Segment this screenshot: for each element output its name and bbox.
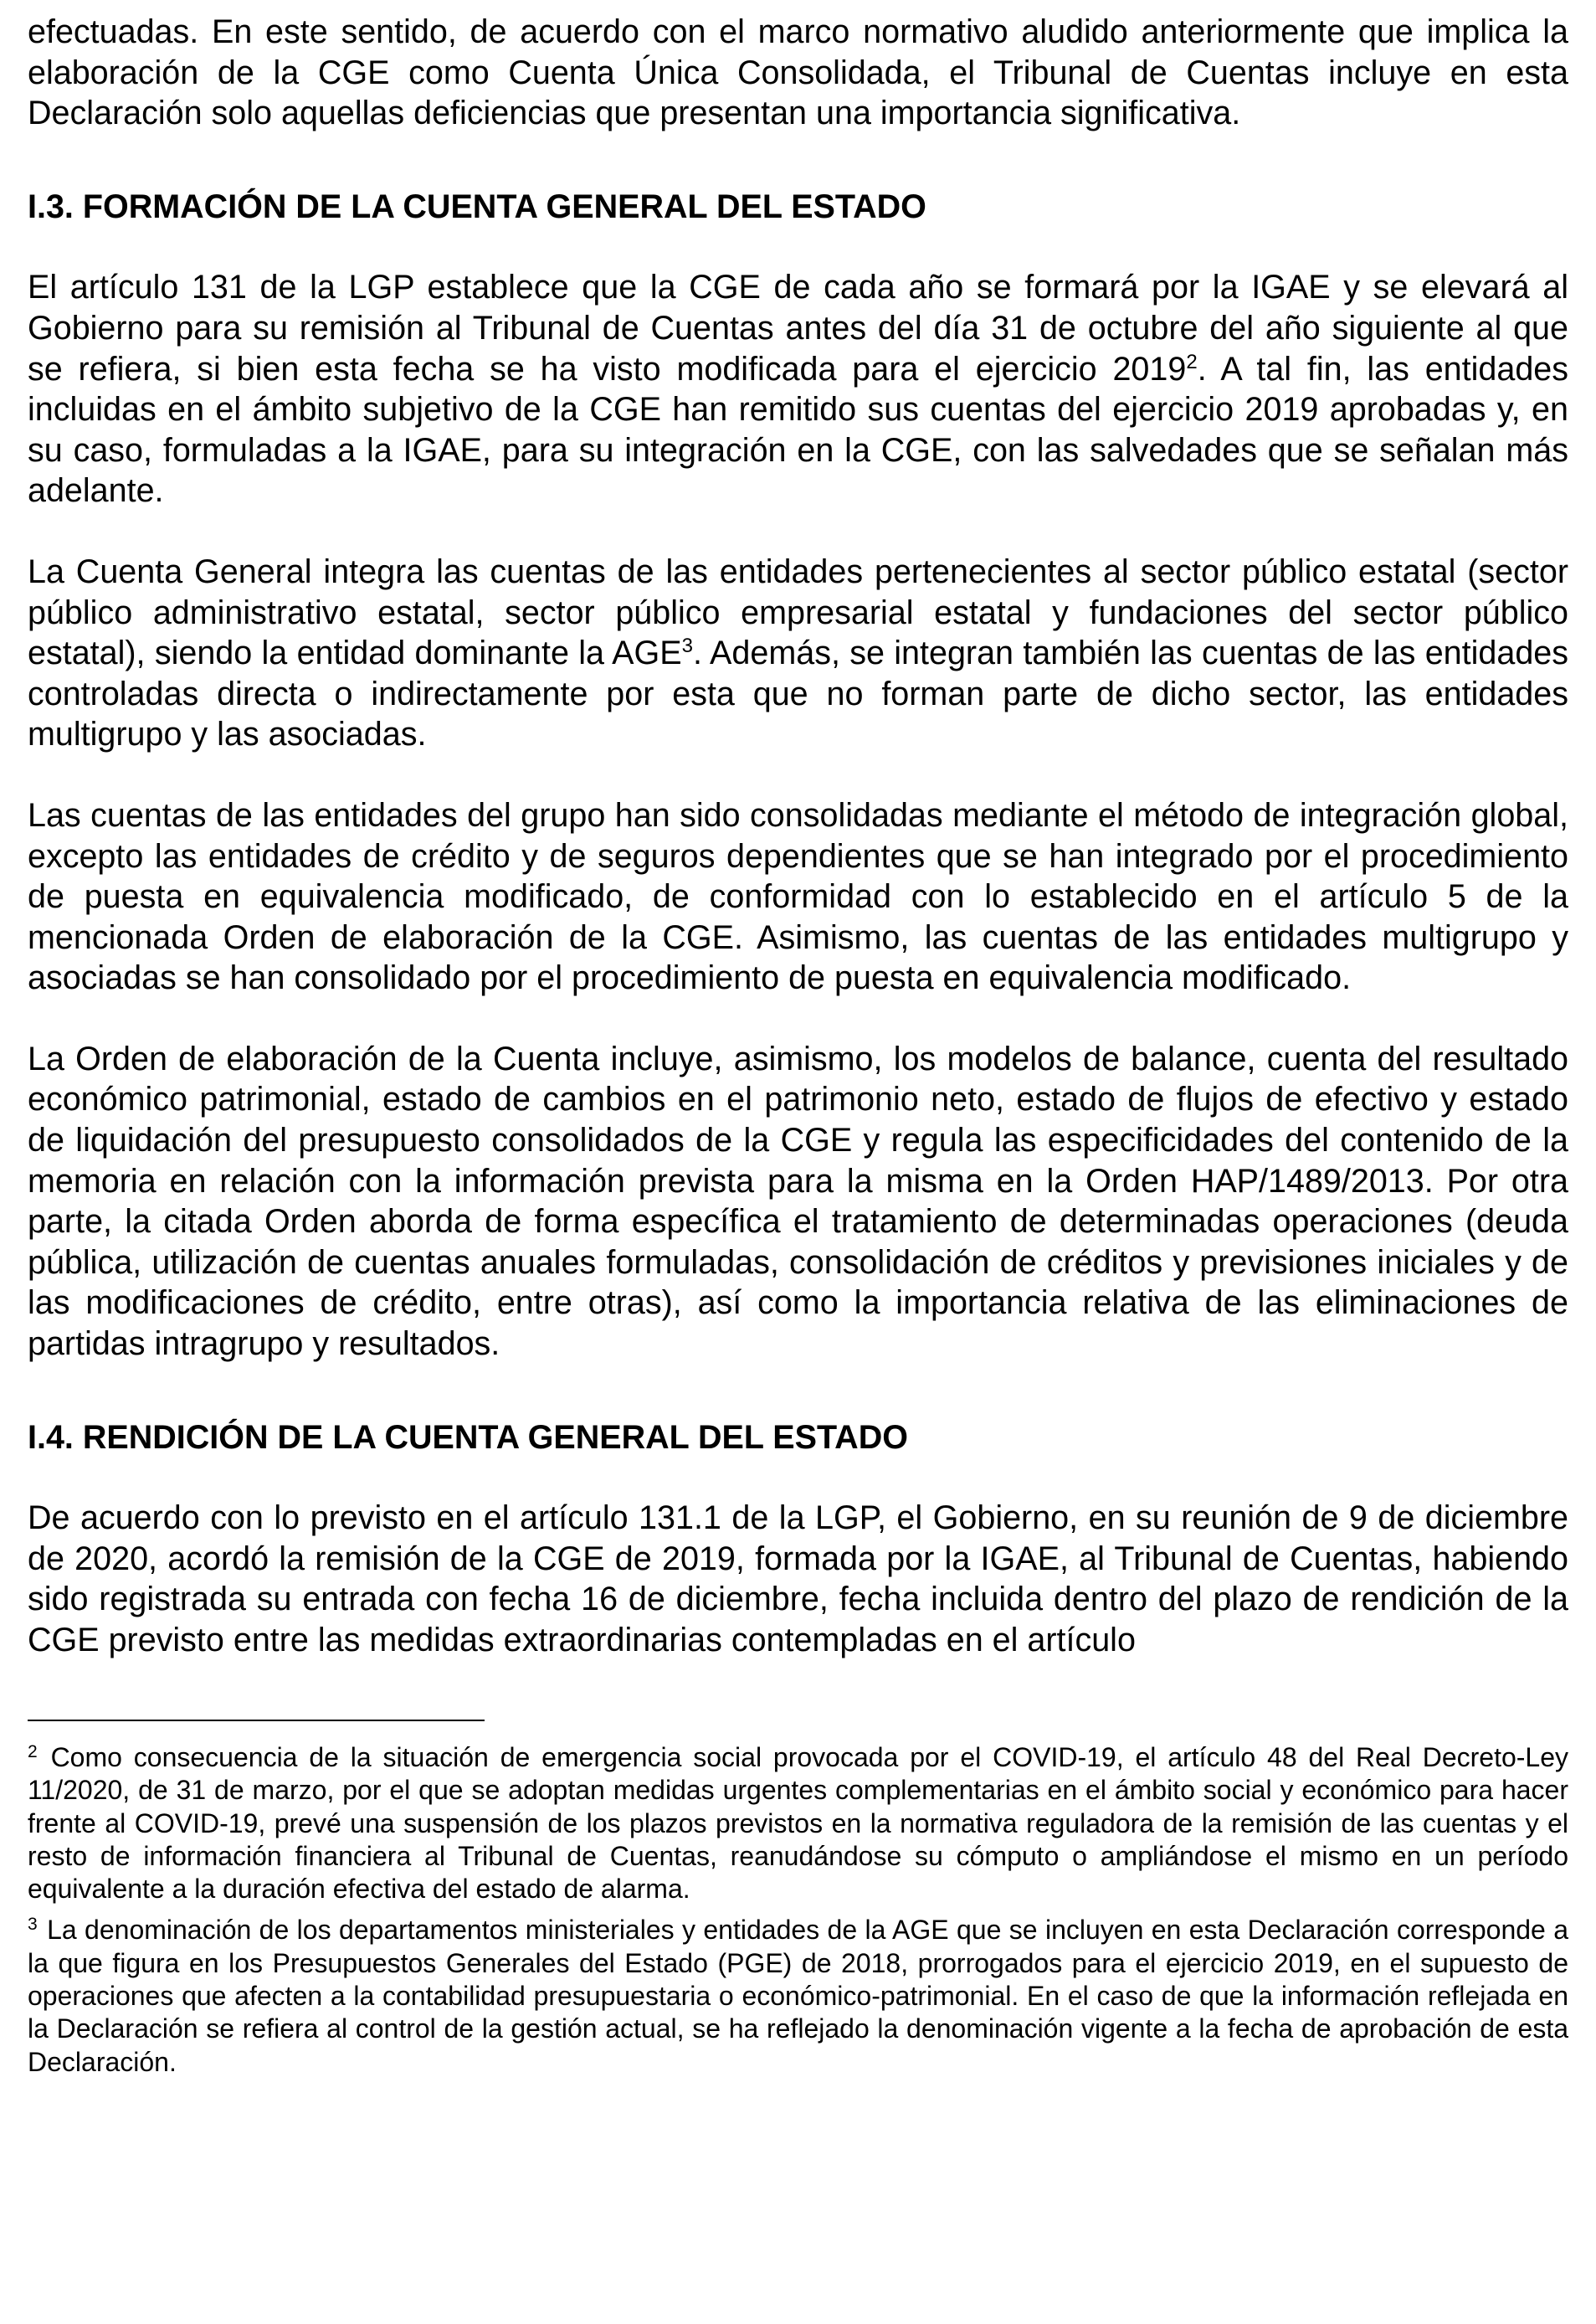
footnote-2 [28,1741,1568,1905]
footnotes [28,1720,1568,2079]
paragraph-formacion-1 [28,267,1568,512]
section-heading-formacion: I.3. FORMACIÓN DE LA CUENTA GENERAL DEL ESTADO [28,188,926,225]
paragraph-formacion-4: La Orden de elaboración de la Cuenta incluye, asimismo, los modelos de balance, cuenta del resultado económico patrimonial, estado de cambios en el patrimonio neto, estado de flujos de efectivo y estado de liquidación del presupuesto consolidados de la CGE y regula las especificidades del contenido de la memoria en relación con la información prevista para la misma en la Orden HAP/1489/2013. Por otra parte, la citada Orden aborda de forma específica el tratamiento de determinadas operaciones (deuda pública, utilización de cuentas anuales formuladas, consolidación de créditos y previsiones iniciales y de las modificaciones de crédito, entre otras), así como la importancia relativa de las eliminaciones de partidas intragrupo y resultados. [28,1040,1568,1363]
document-body [28,12,1568,1661]
footnote-3 [28,1914,1568,2078]
paragraph-text: La Cuenta General integra las cuentas de las entidades pertenecientes al sector público estatal (sector público administrativo estatal, sector público empresarial estatal y fundaciones del sector público estatal), siendo la entidad dominante la AGE [28,553,1568,672]
section-heading-rendicion: I.4. RENDICIÓN DE LA CUENTA GENERAL DEL ESTADO [28,1418,908,1456]
paragraph-text: . A tal fin, las entidades incluidas en el ámbito subjetivo de la CGE han remitido sus cuentas del ejercicio 2019 aprobadas y, en su caso, formuladas a la IGAE, para su integración en la CGE, con las salvedades que se señalan más adelante. [28,350,1569,510]
paragraph-text: . Además, se integran también las cuentas de las entidades controladas directa o indirectamente por esta que no forman parte de dicho sector, las entidades multigrupo y las asociadas. [28,635,1569,753]
intro-paragraph: efectuadas. En este sentido, de acuerdo con el marco normativo aludido anteriormente que implica la elaboración de la CGE como Cuenta Única Consolidada, el Tribunal de Cuentas incluye en esta Declaración solo aquellas deficiencias que presentan una importancia significativa. [28,13,1568,132]
footnote-number: 3 [28,1915,38,1935]
paragraph-text: El artículo 131 de la LGP establece que la CGE de cada año se formará por la IGAE y se elevará al Gobierno para su remisión al Tribunal de Cuentas antes del día 31 de octubre del año siguiente al que se refiera, si bien esta fecha se ha visto modificada para el ejercicio 2019 [28,269,1568,388]
footnote-text: La denominación de los departamentos ministeriales y entidades de la AGE que se incluyen en esta Declaración corresponde a la que figura en los Presupuestos Generales del Estado (PGE) de 2018, prorrogados para el ejercicio 2019, en el supuesto de operaciones que afecten a la contabilidad presupuestaria o económico-patrimonial. En el caso de que la información reflejada en la Declaración se refiera al control de la gestión actual, se ha reflejado la denominación vigente a la fecha de aprobación de esta Declaración. [28,1915,1569,2077]
footnote-number: 2 [28,1742,38,1761]
footnote-text: Como consecuencia de la situación de emergencia social provocada por el COVID-19, el artículo 48 del Real Decreto-Ley 11/2020, de 31 de marzo, por el que se adoptan medidas urgentes complementarias en el ámbito social y económico para hacer frente al COVID-19, prevé una suspensión de los plazos previstos en la normativa reguladora de la remisión de las cuentas y el resto de información financiera al Tribunal de Cuentas, reanudándose su cómputo o ampliándose el mismo en un período equivalente a la duración efectiva del estado de alarma. [28,1742,1569,1905]
footnote-separator [28,1720,485,1721]
footnote-ref-3[interactable]: 3 [681,635,693,658]
paragraph-formacion-3: Las cuentas de las entidades del grupo han sido consolidadas mediante el método de integración global, excepto las entidades de crédito y de seguros dependientes que se han integrado por el procedimiento de puesta en equivalencia modificado, de conformidad con lo establecido en el artículo 5 de la mencionada Orden de elaboración de la CGE. Asimismo, las cuentas de las entidades multigrupo y asociadas se han consolidado por el procedimiento de puesta en equivalencia modificado. [28,796,1568,997]
paragraph-rendicion-1: De acuerdo con lo previsto en el artículo 131.1 de la LGP, el Gobierno, en su reunión de 9 de diciembre de 2020, acordó la remisión de la CGE de 2019, formada por la IGAE, al Tribunal de Cuentas, habiendo sido registrada su entrada con fecha 16 de diciembre, fecha incluida dentro del plazo de rendición de la CGE previsto entre las medidas extraordinarias contempladas en el artículo [28,1499,1568,1658]
paragraph-formacion-2 [28,552,1568,755]
footnote-ref-2[interactable]: 2 [1186,350,1198,373]
